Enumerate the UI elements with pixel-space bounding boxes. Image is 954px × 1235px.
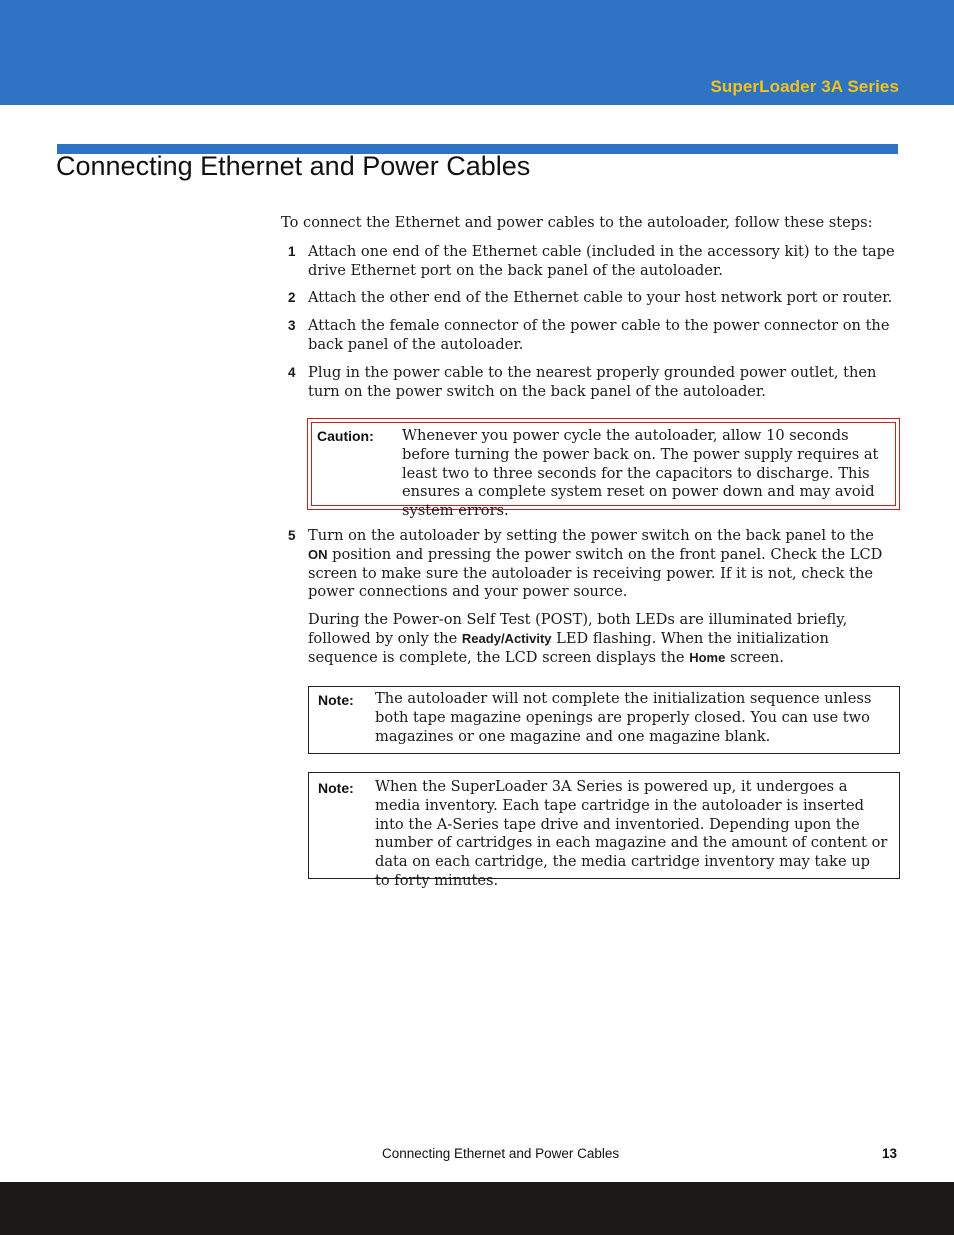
ready-activity-label: Ready/Activity — [461, 630, 552, 646]
post-paragraph — [308, 611, 898, 667]
step-4 — [288, 364, 898, 402]
caution-text: Whenever you power cycle the autoloader, allow 10 seconds before turning the power back on. The power supply requires at least two to three seconds for the capacitors to discharge. This ensures a complete system reset on power down and may avoid system errors. — [402, 427, 879, 520]
note-label: Note: — [318, 692, 354, 708]
on-label: ON — [308, 546, 328, 562]
caution-box — [307, 418, 900, 520]
home-label: Home — [689, 649, 726, 665]
step-text: Attach the other end of the Ethernet cable to your host network port or router. — [308, 289, 893, 306]
step-text: Plug in the power cable to the nearest properly grounded power outlet, then turn on the power switch on the back panel of the autoloader. — [308, 364, 877, 400]
footer-band — [0, 1182, 954, 1235]
note-text: When the SuperLoader 3A Series is powered up, it undergoes a media inventory. Each tape cartridge in the autoloader is inserted into the A-Series tape drive and inventoried. Depending upon the number of cartridges in each magazine and the amount of content or data on each cartridge, the media cartridge inventory may take up to forty minutes. — [375, 778, 888, 889]
page-title: Connecting Ethernet and Power Cables — [56, 151, 531, 181]
note-label: Note: — [318, 780, 354, 796]
note-box-inventory — [308, 772, 900, 889]
caution-label: Caution: — [317, 428, 374, 444]
step-text: Turn on the autoloader by setting the power switch on the back panel to the — [308, 527, 874, 544]
step-number: 1 — [288, 244, 296, 259]
step-number: 4 — [288, 365, 296, 380]
footer-section-title: Connecting Ethernet and Power Cables — [382, 1146, 620, 1161]
post-text: LED flashing. When the initialization sequence is complete, the LCD screen displays the — [308, 629, 829, 666]
post-text: screen. — [725, 648, 784, 666]
page-number: 13 — [881, 1146, 897, 1161]
step-1 — [288, 243, 898, 281]
step-text: position and pressing the power switch on the front panel. Check the LCD screen to make sure the autoloader is receiving power. If it is not, check the power connections and your power source. — [308, 545, 883, 601]
step-5 — [288, 527, 898, 602]
note-text: The autoloader will not complete the initialization sequence unless both tape magazine openings are properly closed. You can use two magazines or one magazine and one magazine blank. — [375, 690, 872, 745]
step-2 — [288, 289, 898, 308]
step-text: Attach the female connector of the power cable to the power connector on the back panel of the autoloader. — [308, 317, 890, 353]
step-number: 5 — [288, 528, 296, 543]
series-title: SuperLoader 3A Series — [710, 77, 899, 96]
step-3 — [288, 317, 898, 355]
step-number: 3 — [288, 318, 296, 333]
step-number: 2 — [288, 290, 296, 305]
note-box-magazines — [308, 686, 900, 754]
post-text: During the Power-on Self Test (POST), both LEDs are illuminated briefly, followed by only the — [308, 611, 848, 647]
intro-paragraph: To connect the Ethernet and power cables to the autoloader, follow these steps: — [281, 214, 873, 231]
step-text: Attach one end of the Ethernet cable (included in the accessory kit) to the tape drive Ethernet port on the back panel of the autoloader. — [308, 243, 895, 279]
